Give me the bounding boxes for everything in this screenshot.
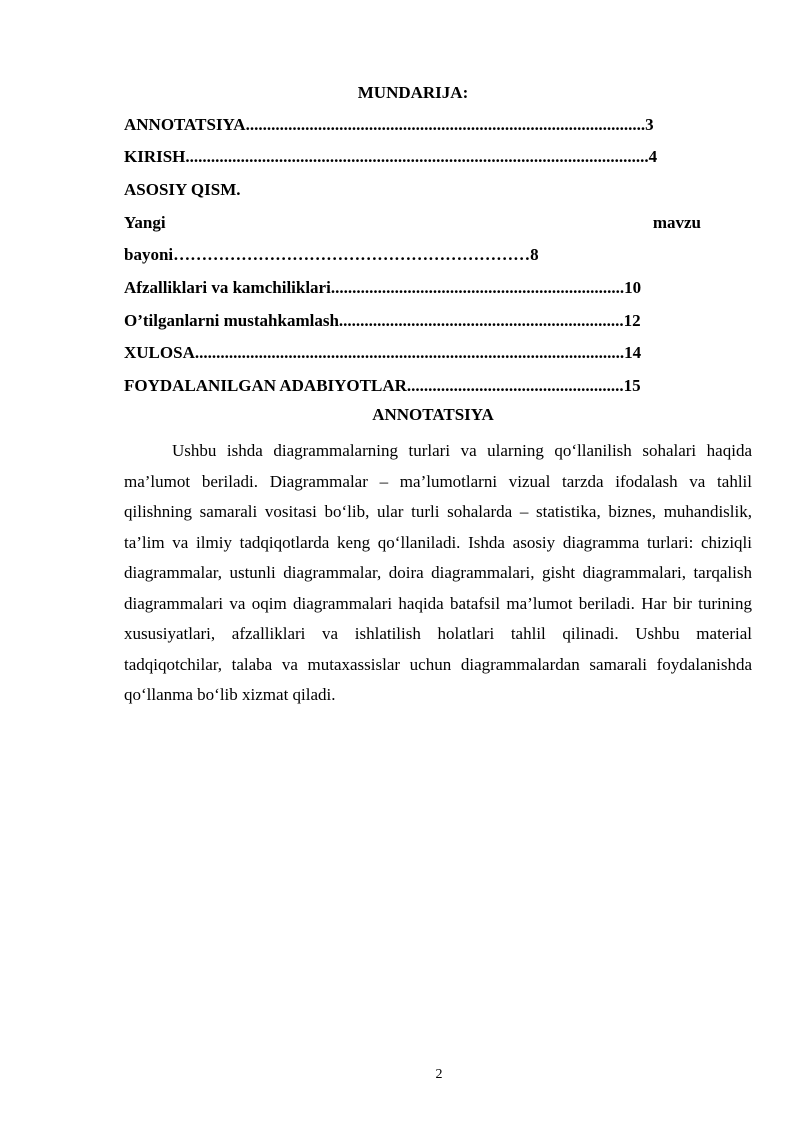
toc-item-label: ASOSIY QISM. <box>124 180 241 199</box>
toc-item-label: Afzalliklari va kamchiliklari <box>124 278 331 297</box>
toc-item-yangi-mavzu[interactable] <box>124 212 701 234</box>
toc-item-page: 15 <box>623 376 641 395</box>
section-title: ANNOTATSIYA <box>372 405 494 424</box>
toc-item-leader: ..................................................................................................... <box>194 343 625 362</box>
toc-item-xulosa[interactable] <box>124 342 701 364</box>
toc-item-label: ANNOTATSIYA <box>124 115 246 134</box>
toc-item-asosiy-qism[interactable] <box>124 179 701 201</box>
toc-item-leader: ……………………………………………………… <box>173 245 531 264</box>
toc-item-leader: .............................................................................................. <box>245 115 646 134</box>
toc-item-label: XULOSA <box>124 343 195 362</box>
toc-item-page: 10 <box>624 278 642 297</box>
toc-item-page: 4 <box>648 147 658 166</box>
toc-item-page: 8 <box>530 245 539 264</box>
toc-item-page: 12 <box>623 311 641 330</box>
toc-item-page: 14 <box>624 343 642 362</box>
toc-item-leader: ............................................................................................................. <box>185 147 649 166</box>
toc-item-label: bayoni <box>124 245 174 264</box>
page-number: 2 <box>435 1067 443 1082</box>
toc-item-kirish[interactable] <box>124 146 701 168</box>
toc-heading: MUNDARIJA: <box>357 83 469 102</box>
toc-item-annotatsiya[interactable] <box>124 114 701 136</box>
toc-item-label-right: mavzu <box>652 213 701 232</box>
toc-item-leader: ................................................................... <box>338 311 624 330</box>
toc-item-label: KIRISH <box>124 147 186 166</box>
toc-item-afzalliklari[interactable] <box>124 277 701 299</box>
toc-item-bayoni[interactable] <box>124 244 701 266</box>
toc-item-label: O’tilganlarni mustahkamlash <box>124 311 339 330</box>
toc-item-mustahkamlash[interactable] <box>124 310 701 332</box>
annotation-paragraph: Ushbu ishda diagrammalarning turlari va ularning qo‘llanilish sohalari haqida ma’lumot beriladi. Diagrammalar – ma’lumotlarni vizual tarzda ifodalash va tahlil qilishning samarali vositasi bo‘lib, ular turli sohalarda – statistika, biznes, muhandislik, ta’lim va ilmiy tadqiqotlarda keng qo‘llaniladi. Ishda asosiy diagramma turlari: chiziqli diagrammalar, ustunli diagrammalar, doira diagrammalari, gisht diagrammalari, tarqalish diagrammalari va oqim diagrammalari haqida batafsil ma’lumot beriladi. Har bir turining xususiyatlari, afzalliklari va ishlatilish holatlari tahlil qilinadi. Ushbu material tadqiqotchilar, talaba va mutaxassislar uchun diagrammalardan samarali foydalanishda qo‘llanma bo‘lib xizmat qiladi. <box>124 441 752 704</box>
toc-item-leader: ..................................................................... <box>330 278 625 297</box>
toc-item-leader: ................................................... <box>406 376 624 395</box>
toc-item-label: FOYDALANILGAN ADABIYOTLAR <box>124 376 407 395</box>
toc-item-page: 3 <box>645 115 654 134</box>
toc-item-label-left: Yangi <box>124 213 166 232</box>
toc-item-adabiyotlar[interactable] <box>124 375 701 397</box>
